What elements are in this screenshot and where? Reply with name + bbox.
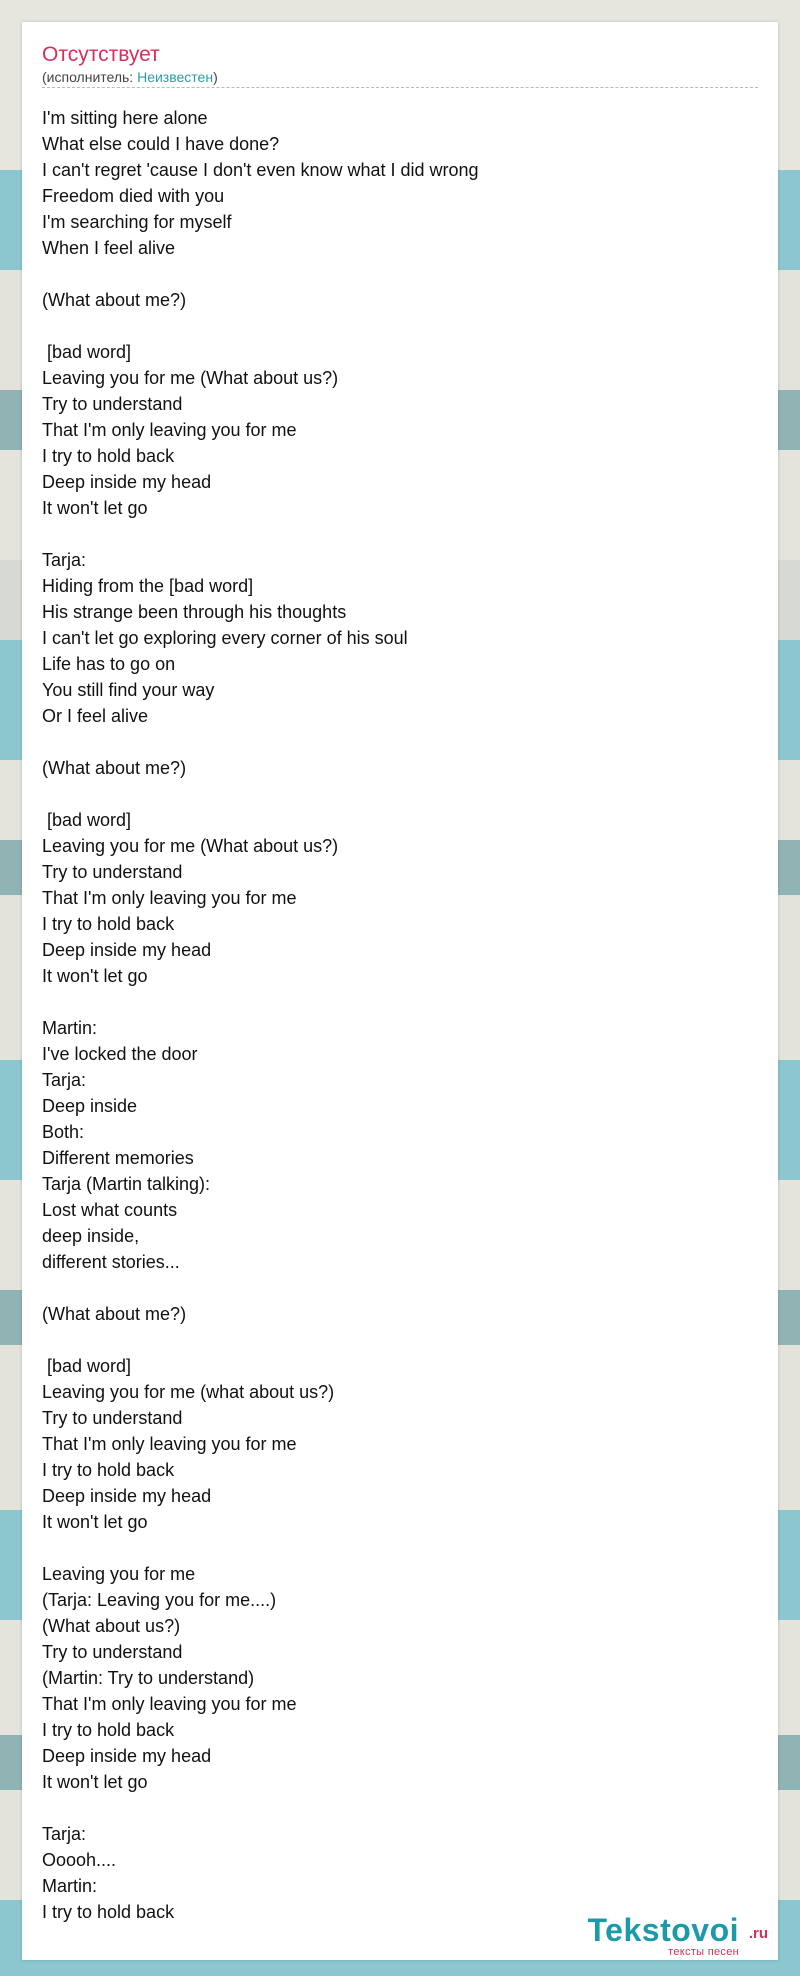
lyric-line: Try to understand	[42, 1642, 183, 1662]
lyric-line: [bad word]	[42, 810, 132, 830]
logo-wordmark: Tekstovoi	[587, 1912, 739, 1948]
lyric-line: Tarja:	[42, 1824, 87, 1844]
lyric-line: I've locked the door	[42, 1044, 198, 1064]
lyric-line: deep inside,	[42, 1226, 140, 1246]
lyric-line: Deep inside	[42, 1096, 138, 1116]
site-logo[interactable]	[538, 1912, 768, 1958]
lyric-line: I try to hold back	[42, 914, 175, 934]
song-header	[42, 42, 758, 88]
lyric-line: Tarja (Martin talking):	[42, 1174, 211, 1194]
lyric-blank-line	[42, 729, 758, 755]
logo-tld: .ru	[748, 1925, 768, 1942]
lyric-line: (What about me?)	[42, 758, 187, 778]
lyric-line: (Tarja: Leaving you for me....)	[42, 1590, 277, 1610]
lyric-line: You still find your way	[42, 680, 215, 700]
lyric-line: I'm searching for myself	[42, 212, 232, 232]
lyric-blank-line	[42, 1795, 758, 1821]
artist-prefix: (исполнитель:	[42, 69, 138, 85]
lyric-line: different stories...	[42, 1252, 180, 1272]
lyric-blank-line	[42, 1275, 758, 1301]
lyric-line: Deep inside my head	[42, 1486, 212, 1506]
song-title: Отсутствует	[42, 43, 160, 66]
lyric-line: Or I feel alive	[42, 706, 149, 726]
lyric-line: What else could I have done?	[42, 134, 280, 154]
lyric-line: I try to hold back	[42, 1902, 175, 1922]
lyric-line: (Martin: Try to understand)	[42, 1668, 255, 1688]
lyric-line: I can't regret 'cause I don't even know what I did wrong	[42, 160, 479, 180]
lyric-line: It won't let go	[42, 1512, 148, 1532]
lyric-line: Lost what counts	[42, 1200, 178, 1220]
lyric-line: (What about me?)	[42, 290, 187, 310]
lyric-line: (What about us?)	[42, 1616, 181, 1636]
logo-tagline: тексты песен	[668, 1946, 739, 1958]
lyric-blank-line	[42, 521, 758, 547]
lyric-line: I try to hold back	[42, 446, 175, 466]
lyric-line: Different memories	[42, 1148, 194, 1168]
lyric-blank-line	[42, 261, 758, 287]
lyric-line: I try to hold back	[42, 1720, 175, 1740]
artist-suffix: )	[213, 69, 218, 85]
lyric-line: I can't let go exploring every corner of his soul	[42, 628, 408, 648]
lyric-line: His strange been through his thoughts	[42, 602, 347, 622]
lyric-line: [bad word]	[42, 342, 132, 362]
lyric-line: Try to understand	[42, 1408, 183, 1428]
artist-link[interactable]: Неизвестен	[137, 69, 214, 85]
lyric-line: Hiding from the [bad word]	[42, 576, 254, 596]
lyric-line: Deep inside my head	[42, 472, 212, 492]
lyric-line: Try to understand	[42, 394, 183, 414]
lyric-line: That I'm only leaving you for me	[42, 420, 297, 440]
lyric-line: That I'm only leaving you for me	[42, 1434, 297, 1454]
lyric-line: Leaving you for me (What about us?)	[42, 368, 339, 388]
lyrics-text	[42, 105, 758, 1925]
lyric-line: That I'm only leaving you for me	[42, 888, 297, 908]
lyric-line: Ooooh....	[42, 1850, 117, 1870]
lyric-line: That I'm only leaving you for me	[42, 1694, 297, 1714]
lyric-line: It won't let go	[42, 498, 148, 518]
lyric-blank-line	[42, 781, 758, 807]
lyric-line: Tarja:	[42, 1070, 87, 1090]
lyric-line: Leaving you for me	[42, 1564, 196, 1584]
lyric-line: It won't let go	[42, 966, 148, 986]
lyric-blank-line	[42, 1535, 758, 1561]
lyric-line: Try to understand	[42, 862, 183, 882]
lyric-line: I try to hold back	[42, 1460, 175, 1480]
lyric-blank-line	[42, 989, 758, 1015]
lyrics-card	[22, 22, 778, 1960]
lyric-line: When I feel alive	[42, 238, 176, 258]
lyric-line: Both:	[42, 1122, 85, 1142]
lyric-line: [bad word]	[42, 1356, 132, 1376]
lyric-line: Deep inside my head	[42, 1746, 212, 1766]
lyric-line: Life has to go on	[42, 654, 176, 674]
lyric-line: Tarja:	[42, 550, 87, 570]
artist-line	[42, 68, 758, 86]
lyric-line: (What about me?)	[42, 1304, 187, 1324]
lyric-line: Leaving you for me (What about us?)	[42, 836, 339, 856]
lyric-line: Leaving you for me (what about us?)	[42, 1382, 335, 1402]
lyric-line: Deep inside my head	[42, 940, 212, 960]
lyric-blank-line	[42, 313, 758, 339]
lyric-line: Martin:	[42, 1876, 98, 1896]
lyric-line: Freedom died with you	[42, 186, 225, 206]
lyric-line: It won't let go	[42, 1772, 148, 1792]
lyric-blank-line	[42, 1327, 758, 1353]
lyric-line: Martin:	[42, 1018, 98, 1038]
lyric-line: I'm sitting here alone	[42, 108, 208, 128]
